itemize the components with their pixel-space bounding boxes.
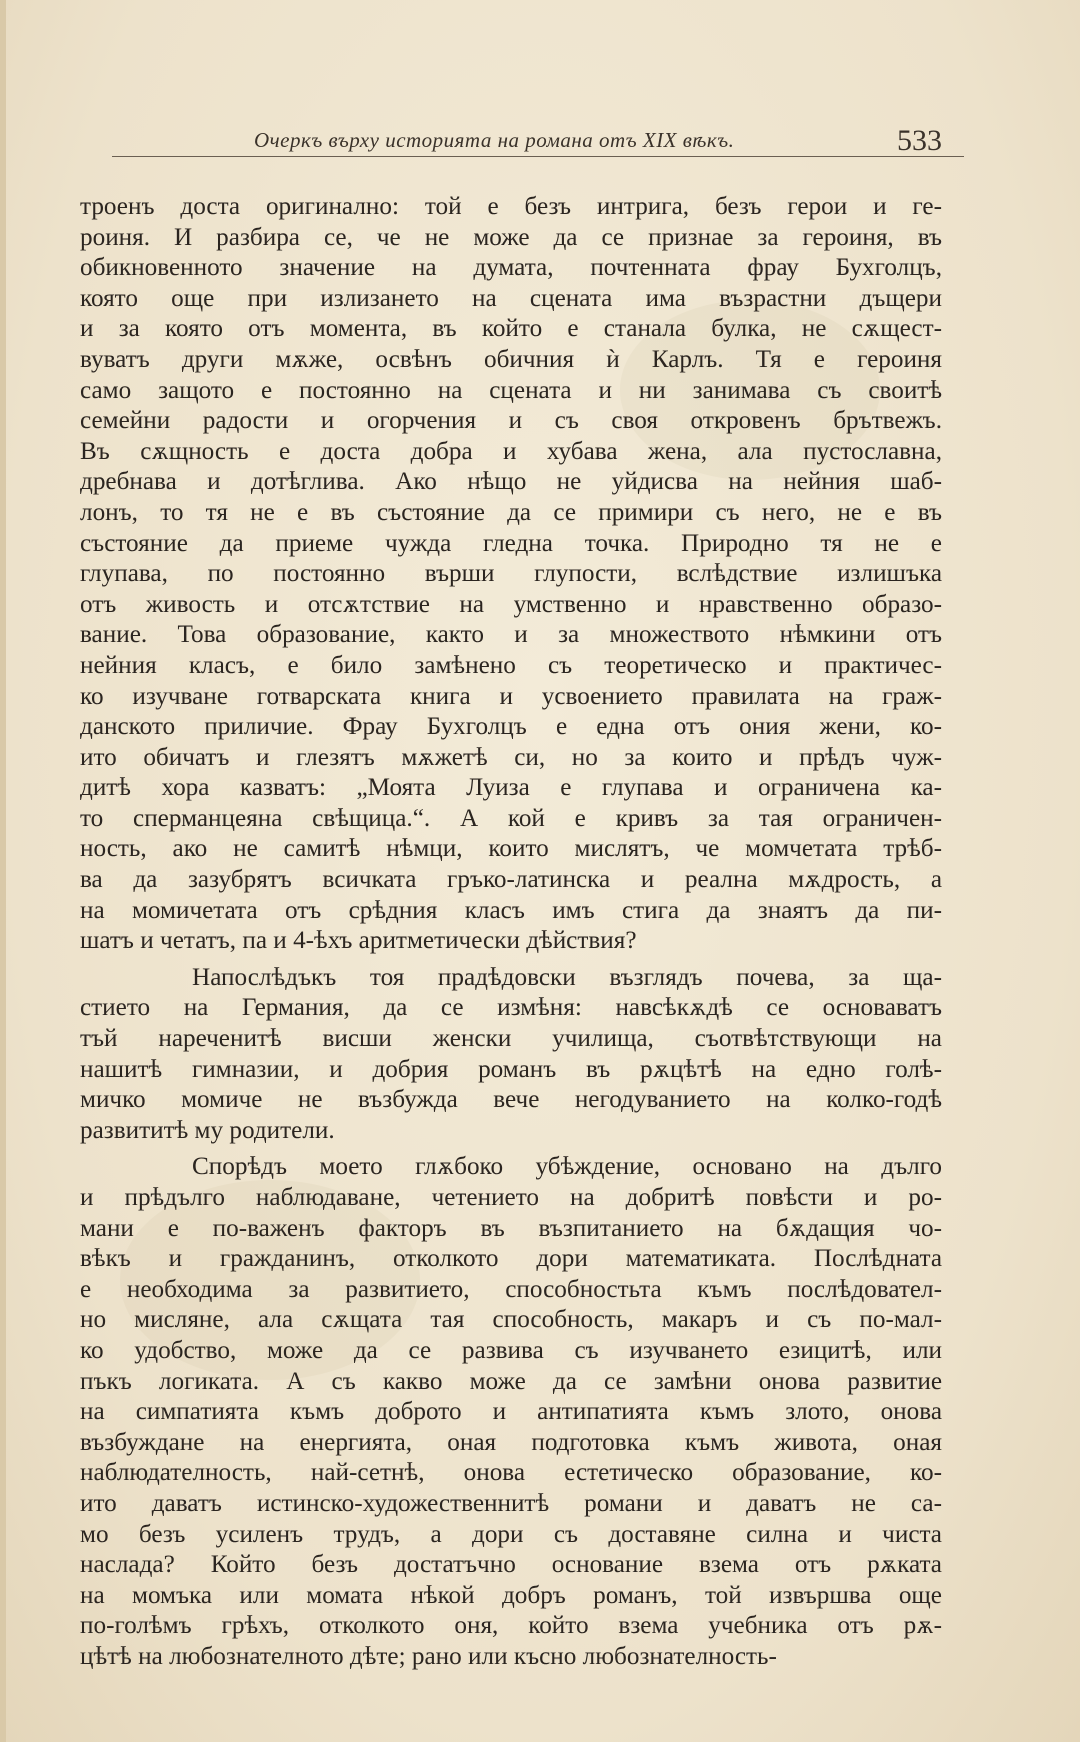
text-line: е необходима за развитието, способностьта къмъ послѣдовател-	[80, 1275, 942, 1303]
text-line: данското приличие. Фрау Бухголцъ е една отъ ония жени, ко-	[80, 713, 942, 741]
text-line: на симпатията къмъ доброто и антипатията къмъ злото, онова	[80, 1398, 942, 1426]
text-line: троенъ доста оригинално: той е безъ интрига, безъ герои и ге-	[80, 193, 942, 220]
paragraph	[80, 963, 942, 1147]
text-line: шатъ и четатъ, па и 4-ѣхъ аритметически дѣйствия?	[80, 927, 637, 955]
text-line: то сперманцеяна свѣщица.“. А кой е кривъ за тая ограничен-	[80, 804, 942, 832]
text-line: наблюдателность, най-сетнѣ, онова естетическо образование, ко-	[80, 1459, 942, 1487]
text-line: която още при излизането на сцената има възрастни дъщери	[80, 284, 942, 312]
text-line: на момичетата отъ срѣдния класъ имъ стига да знаятъ да пи-	[80, 896, 942, 924]
text-line: вуватъ други мѫже, освѣнъ обичния ѝ Карлъ. Тя е героиня	[80, 345, 942, 373]
text-line: ность, ако не самитѣ нѣмци, които мислятъ, че момчетата трѣб-	[80, 835, 942, 863]
text-line: мо безъ усиленъ трудъ, а дори съ доставяне силна и чиста	[80, 1520, 942, 1548]
header-rule	[112, 156, 964, 157]
body-text	[80, 192, 942, 1673]
text-line: Напослѣдъкъ тоя прадѣдовски възглядъ почева, за ща-	[192, 963, 942, 991]
text-line: стието на Германия, да се измѣня: навсѣкѫдѣ се основаватъ	[80, 994, 942, 1022]
text-line: възбуждане на енергията, оная подготовка къмъ живота, оная	[80, 1428, 942, 1456]
paragraph	[80, 192, 942, 957]
text-line: по-голѣмъ грѣхъ, отколкото оня, който взема учебника отъ рѫ-	[80, 1612, 942, 1640]
running-title: Очеркъ върху историята на романа отъ XIX вѣкъ.	[254, 128, 735, 152]
text-line: Въ сѫщность е доста добра и хубава жена, ала пустославна,	[80, 437, 942, 465]
text-line: ва да зазубрятъ всичката гръко-латинска и реална мѫдрость, а	[80, 866, 942, 894]
text-line: нашитѣ гимназии, и добрия романъ въ рѫцѣтѣ на едно голѣ-	[80, 1055, 942, 1083]
page-edge	[0, 0, 6, 1742]
paragraph	[80, 1152, 942, 1672]
text-line: развититѣ му родители.	[80, 1116, 335, 1144]
page-header	[112, 124, 964, 164]
text-line: Спорѣдъ моето глѫбоко убѣждение, основано на дълго	[192, 1153, 942, 1181]
text-line: ито обичатъ и глезятъ мѫжетѣ си, но за които и прѣдъ чуж-	[80, 743, 942, 771]
text-line: но мисляне, ала сѫщата тая способность, макаръ и съ по-мал-	[80, 1306, 942, 1334]
text-line: ито даватъ истинско-художественнитѣ романи и даватъ не са-	[80, 1489, 942, 1517]
text-line: наслада? Който безъ достатъчно основание взема отъ рѫката	[80, 1551, 942, 1579]
text-line: семейни радости и огорчения и съ своя откровенъ брътвежъ.	[80, 407, 942, 435]
text-line: ко удобство, може да се развива съ изучването езицитѣ, или	[80, 1336, 942, 1364]
text-line: само защото е постоянно на сцената и ни занимава съ своитѣ	[80, 376, 942, 404]
text-line: мичко момиче не възбужда вече негодуванието на колко-годѣ	[80, 1086, 942, 1114]
text-line: дитѣ хора казватъ: „Моята Луиза е глупава и ограничена ка-	[80, 774, 942, 802]
text-line: обикновенното значение на думата, почтенната фрау Бухголцъ,	[80, 254, 942, 282]
text-line: мани е по-важенъ факторъ въ възпитанието на бѫдащия чо-	[80, 1214, 942, 1242]
text-line: отъ живость и отсѫтствие на умственно и нравственно образо-	[80, 590, 942, 618]
text-line: на момъка или момата нѣкой добръ романъ, той извършва още	[80, 1581, 942, 1609]
text-line: и за която отъ момента, въ който е станала булка, не сѫщест-	[80, 315, 942, 343]
text-line: състояние да приеме чужда гледна точка. Природно тя не е	[80, 529, 942, 557]
text-line: роиня. И разбира се, че не може да се признае за героиня, въ	[80, 223, 942, 251]
text-line: цѣтѣ на любознателното дѣте; рано или късно любознателность-	[80, 1642, 777, 1670]
text-line: тъй нареченитѣ висши женски училища, съотвѣтствующи на	[80, 1025, 942, 1053]
text-line: и прѣдълго наблюдаване, четението на добритѣ повѣсти и ро-	[80, 1184, 942, 1211]
text-line: вѣкъ и гражданинъ, отколкото дори математиката. Послѣдната	[80, 1245, 942, 1273]
text-line: лонъ, то тя не е въ състояние да се примири съ него, не е въ	[80, 498, 942, 526]
page-number: 533	[897, 124, 942, 157]
text-line: пъкъ логиката. А съ какво може да се замѣни онова развитие	[80, 1367, 942, 1395]
text-line: ко изучване готварската книга и усвоението правилата на граж-	[80, 682, 942, 710]
text-line: дребнава и дотѣглива. Ако нѣщо не уйдисва на нейния шаб-	[80, 468, 942, 496]
text-line: вание. Това образование, както и за множеството нѣмкини отъ	[80, 621, 942, 649]
text-line: глупава, по постоянно върши глупости, вслѣдствие излишъка	[80, 560, 942, 588]
text-line: нейния класъ, е било замѣнено съ теоретическо и практичес-	[80, 651, 942, 679]
